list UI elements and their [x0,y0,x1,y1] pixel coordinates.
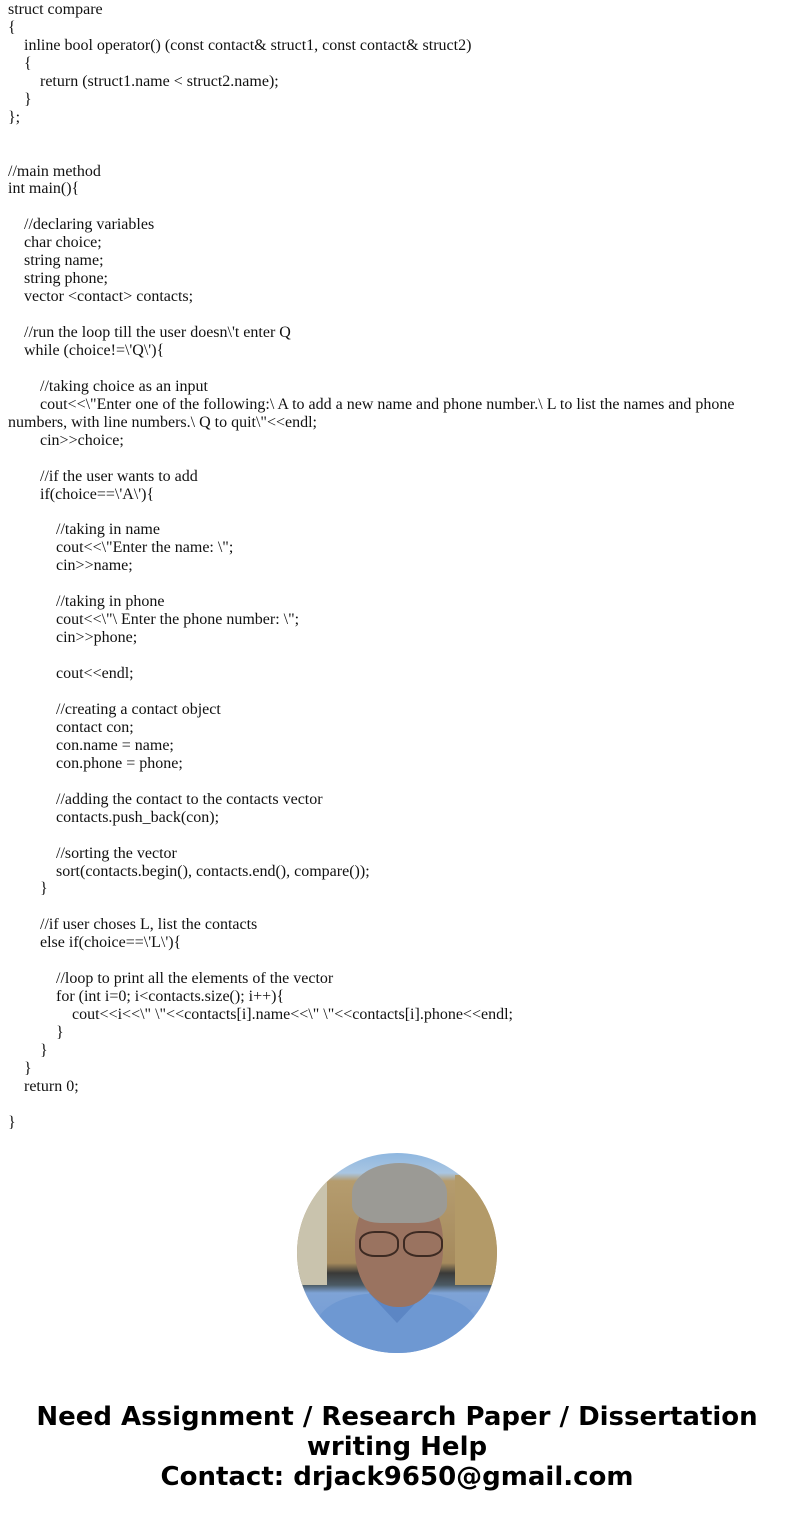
code-line: //taking in name [8,521,160,539]
code-line: numbers, with line numbers.\ Q to quit\"<<endl; [8,413,317,431]
code-line: string phone; [8,270,108,288]
code-line: cin>>choice; [8,431,124,449]
code-line: string name; [8,252,104,270]
code-line: con.phone = phone; [8,754,183,772]
code-line: for (int i=0; i<contacts.size(); i++){ [8,988,285,1006]
promo-banner [0,1402,794,1492]
code-line: } [8,1113,16,1131]
code-line: cin>>name; [8,557,133,575]
code-line: con.name = name; [8,736,174,754]
promo-line-2: writing Help [306,1432,488,1462]
code-line [8,127,788,145]
code-line [8,360,788,378]
code-line: //main method [8,162,101,180]
code-line: } [8,880,48,898]
code-line: cout<<\"\ Enter the phone number: \"; [8,611,300,629]
code-line: if(choice==\'A\'){ [8,485,155,503]
code-line [8,504,788,522]
code-line [8,898,788,916]
code-line: { [8,54,32,72]
code-line: cout<<i<<\" \"<<contacts[i].name<<\" \"<<contacts[i].phone<<endl; [8,1006,513,1024]
code-line: //run the loop till the user doesn\'t enter Q [8,324,291,342]
code-line: { [8,18,16,36]
code-line: inline bool operator() (const contact& struct1, const contact& struct2) [8,36,472,54]
code-line: //if the user wants to add [8,467,198,485]
code-line: while (choice!=\'Q\'){ [8,342,165,359]
code-line: int main(){ [8,180,80,198]
code-line: } [8,90,32,108]
code-line [8,198,788,216]
code-line: cout<<\"Enter one of the following:\ A to add a new name and phone number.\ L to list the names and phone [8,395,735,413]
code-line: }; [8,108,21,126]
promo-contact: Contact: drjack9650@gmail.com [160,1462,634,1492]
code-line: //if user choses L, list the contacts [8,916,258,934]
code-line: cin>>phone; [8,629,138,647]
code-line: return 0; [8,1077,79,1095]
code-line [8,306,788,324]
code-line: //declaring variables [8,216,155,234]
hair [352,1163,447,1223]
glasses-icon [403,1231,443,1257]
code-line: } [8,1059,32,1077]
code-line: return (struct1.name < struct2.name); [8,72,279,90]
code-line: cout<<\"Enter the name: \"; [8,539,234,557]
code-line: } [8,1024,64,1042]
code-line: //taking in phone [8,593,165,611]
code-line [8,683,788,701]
code-line: cout<<endl; [8,665,134,683]
code-line: //sorting the vector [8,844,177,862]
glasses-icon [359,1231,399,1257]
promo-line-1: Need Assignment / Research Paper / Dissertation [36,1402,758,1432]
code-line [8,647,788,665]
code-line: } [8,1042,48,1060]
code-line [8,952,788,970]
code-line: //adding the contact to the contacts vector [8,790,323,808]
code-line [8,450,788,468]
code-line: vector <contact> contacts; [8,288,194,306]
code-line: contacts.push_back(con); [8,808,220,826]
code-line: sort(contacts.begin(), contacts.end(), compare()); [8,862,370,880]
code-line [8,145,788,163]
code-line: else if(choice==\'L\'){ [8,934,182,952]
code-line: struct compare [8,0,103,18]
code-block [8,0,788,1132]
background-panel [297,1175,327,1285]
code-line [8,773,788,791]
code-line [8,1096,788,1114]
code-line: //creating a contact object [8,700,221,718]
code-line: //taking choice as an input [8,377,208,395]
author-avatar [297,1153,497,1353]
code-line: contact con; [8,718,134,736]
code-line: //loop to print all the elements of the vector [8,970,334,988]
background-panel [455,1175,497,1285]
code-line [8,827,788,845]
code-line [8,575,788,593]
code-line: char choice; [8,234,102,252]
